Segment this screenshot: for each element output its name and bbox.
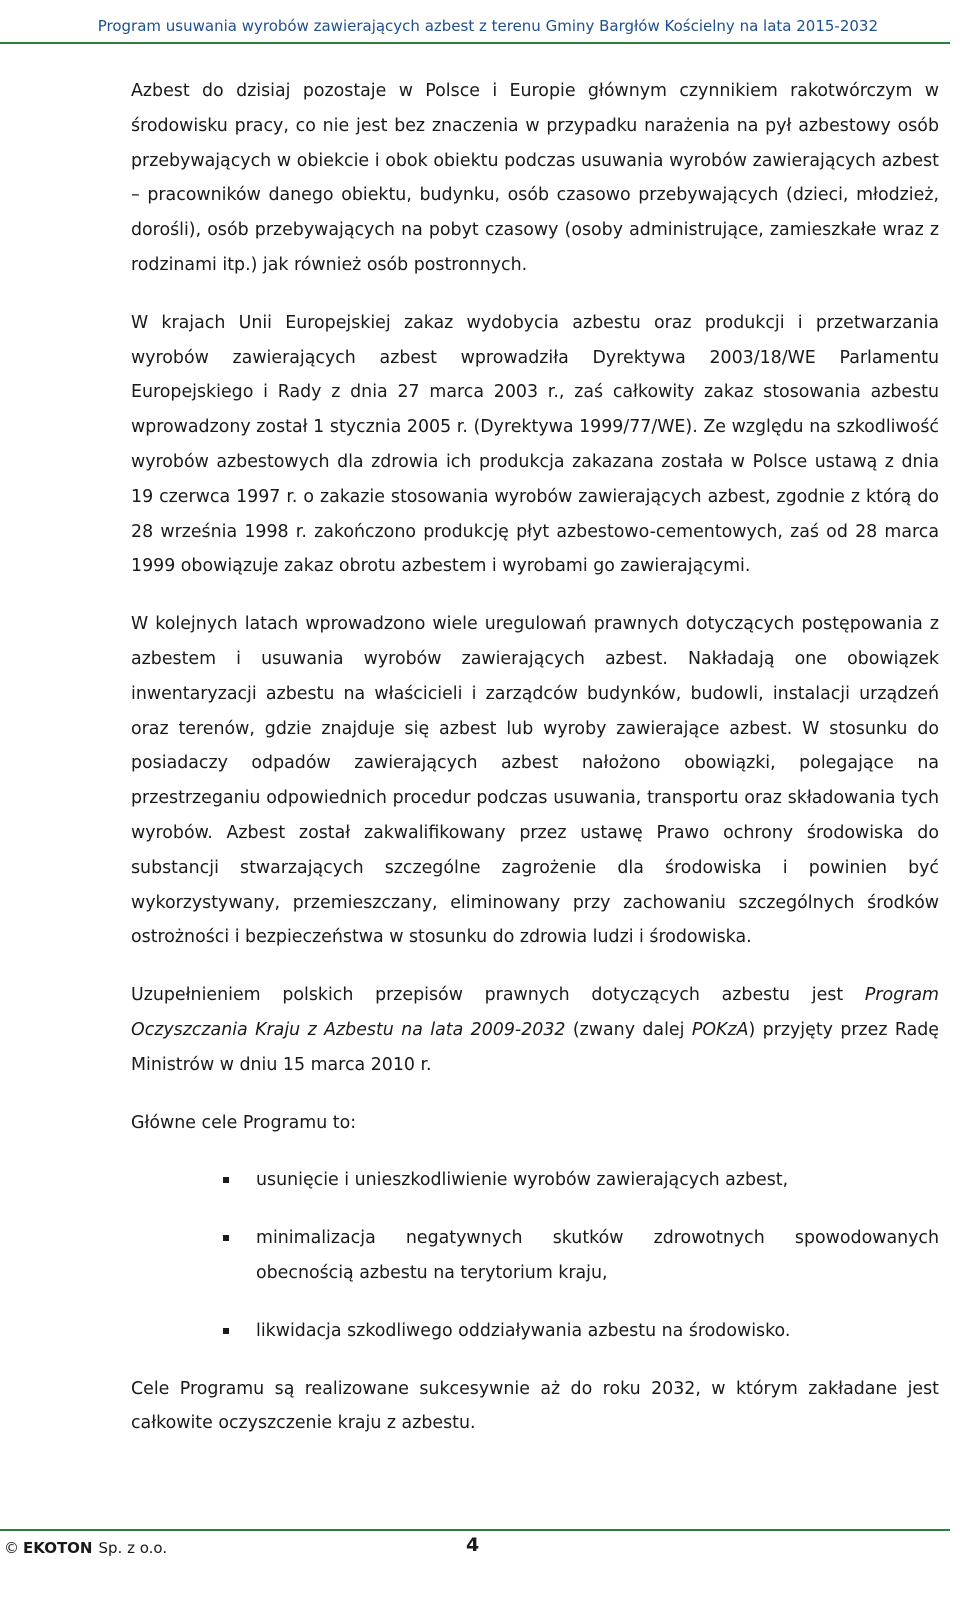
paragraph-asbestos-hazard: Azbest do dzisiaj pozostaje w Polsce i Europie głównym czynnikiem rakotwórczym w środowisku pracy, co nie jest bez znaczenia w przypadku narażenia na pył azbestowy osób przebywających w obiekcie i obok obiektu podczas usuwania wyrobów zawierających azbest – pracowników danego obiektu, budynku, osób czasowo przebywających (dzieci, młodzież, dorośli), osób przebywających na pobyt czasowy (osoby administrujące, zamieszkałe wraz z rodzinami itp.) jak również osób postronnych. (131, 81, 939, 275)
paragraph-regulations: W kolejnych latach wprowadzono wiele uregulowań prawnych dotyczących postępowania z azbestem i usuwania wyrobów zawierających azbest. Nakładają one obowiązek inwentaryzacji azbestu na właścicieli i zarządców budynków, budowli, instalacji urządzeń oraz terenów, gdzie znajduje się azbest lub wyroby zawierające azbest. W stosunku do posiadaczy odpadów zawierających azbest nałożono obowiązki, polegające na przestrzeganiu odpowiednich procedur podczas usuwania, transportu oraz składowania tych wyrobów. Azbest został zakwalifikowany przez ustawę Prawo ochrony środowiska do substancji stwarzających szczególne zagrożenie dla środowiska i powinien być wykorzystywany, przemieszczany, eliminowany przy zachowaniu szczególnych środków ostrożności i bezpieczeństwa w stosunku do zdrowia ludzi i środowiska. (131, 614, 939, 948)
goals-list (131, 1163, 939, 1348)
header-divider (0, 42, 950, 44)
program-text-part1: Uzupełnieniem polskich przepisów prawnych dotyczących azbestu jest (131, 985, 865, 1006)
company-suffix: Sp. z o.o. (98, 1539, 168, 1557)
square-bullet-icon (223, 1177, 229, 1183)
goal-text: likwidacja szkodliwego oddziaływania azbestu na środowisko. (256, 1320, 791, 1341)
footer-brand (4, 1539, 167, 1557)
square-bullet-icon (223, 1328, 229, 1334)
paragraph-eu-ban: W krajach Unii Europejskiej zakaz wydobycia azbestu oraz produkcji i przetwarzania wyrobów zawierających azbest wprowadziła Dyrektywa 2003/18/WE Parlamentu Europejskiego i Rady z dnia 27 marca 2003 r., zaś całkowity zakaz stosowania azbestu wprowadzony został 1 stycznia 2005 r. (Dyrektywa 1999/77/WE). Ze względu na szkodliwość wyrobów azbestowych dla zdrowia ich produkcja zakazana została w Polsce ustawą z dnia 19 czerwca 1997 r. o zakazie stosowania wyrobów zawierających azbest, zgodnie z którą do 28 września 1998 r. zakończono produkcję płyt azbestowo-cementowych, zaś od 28 marca 1999 obowiązuje zakaz obrotu azbestem i wyrobami go zawierającymi. (131, 312, 939, 577)
program-text-part3: ) przyjęty przez Radę Ministrów w dniu 15 marca 2010 r. (131, 1019, 939, 1075)
page-number: 4 (466, 1534, 480, 1556)
footer-divider (0, 1529, 950, 1531)
brand-name: EKOTON (23, 1539, 93, 1557)
header-title: Program usuwania wyrobów zawierających azbest z terenu Gminy Bargłów Kościelny na lata 2015-2032 (97, 17, 878, 35)
goal-text: usunięcie i unieszkodliwienie wyrobów zawierających azbest, (256, 1170, 789, 1191)
list-item (256, 1314, 939, 1349)
list-item (256, 1163, 939, 1198)
page-header (0, 0, 960, 46)
square-bullet-icon (223, 1235, 229, 1241)
paragraph-conclusion: Cele Programu są realizowane sukcesywnie aż do roku 2032, w którym zakładane jest całkowite oczyszczenie kraju z azbestu. (131, 1378, 939, 1434)
page-footer (0, 1519, 960, 1599)
goal-text: minimalizacja negatywnych skutków zdrowotnych spowodowanych obecnością azbestu na terytorium kraju, (256, 1228, 939, 1283)
program-title: Program Oczyszczania Kraju z Azbestu na lata 2009-2032 (131, 985, 939, 1040)
document-body (131, 74, 939, 1441)
list-item (256, 1221, 939, 1291)
paragraph-program (131, 978, 939, 1082)
program-abbreviation: POKzA (691, 1019, 749, 1040)
program-text-part2: (zwany dalej (565, 1019, 692, 1040)
copyright-icon: © (4, 1539, 19, 1557)
goals-intro: Główne cele Programu to: (131, 1112, 357, 1133)
